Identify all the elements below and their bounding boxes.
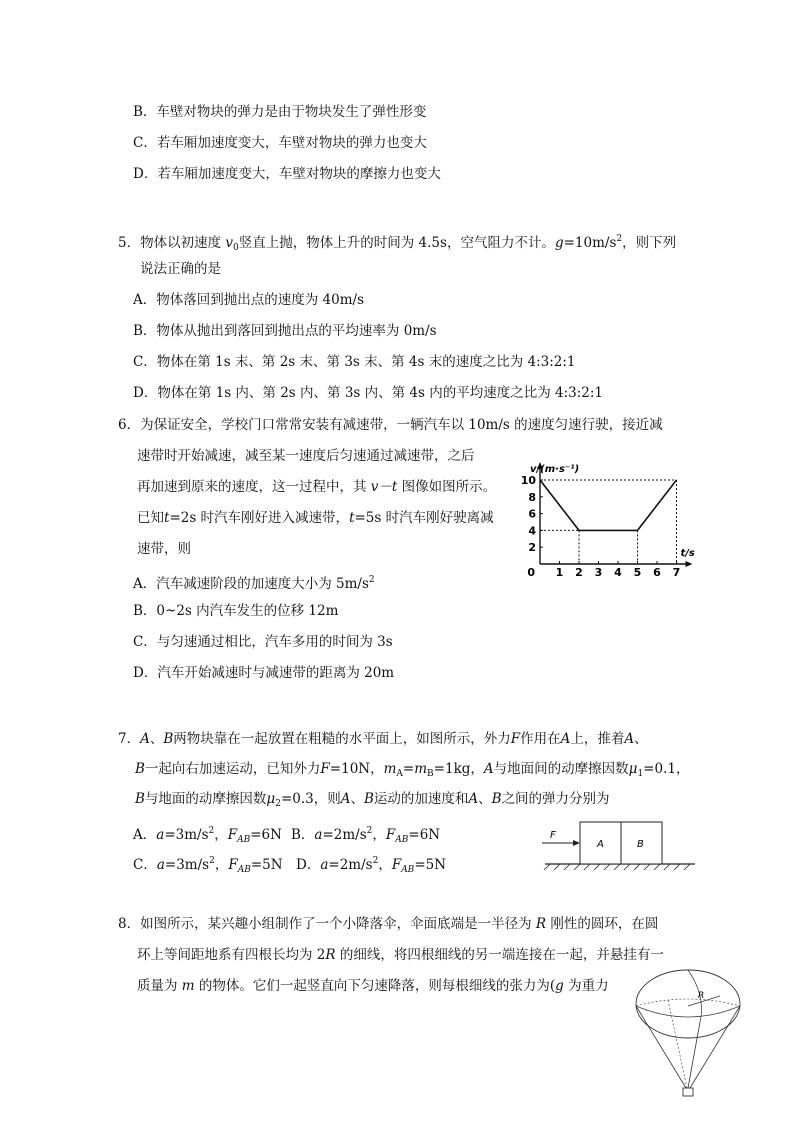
canopy-rim-back [636,999,740,1006]
x-tick-label: 2 [575,566,583,579]
q8-stem-line3: 质量为 m 的物体。它们一起竖直向下匀速降落，则每根细线的张力为(g 为重力 [137,978,609,994]
y-tick-label: 2 [528,541,536,555]
series-line [540,480,677,530]
q6-stem-line4: 已知t=2s 时汽车刚好进入减速带，t=5s 时汽车刚好驶离减 [137,510,494,526]
x-tick-label: 3 [594,566,603,579]
q7-option-b: B．$a=2m/s^2$，$F_{AB}=6N$ [291,826,441,845]
q5-option-d: D．物体在第 1s 内、第 2s 内、第 3s 内、第 4s 内的平均速度之比为 4:3:2:1 [133,385,604,401]
q6-stem-line2: 速带时开始减速，减至某一速度后匀速通过减速带，之后 [137,448,475,464]
q6-stem-line1: 6．为保证安全，学校门口常常安装有减速带，一辆汽车以 10m/s 的速度匀速行驶，接近减 [118,417,663,433]
q5-option-a: A．物体落回到抛出点的速度为 40m/s [133,292,364,308]
q4-option-d: D．若车厢加速度变大，车壁对物块的摩擦力也变大 [133,166,441,182]
q6-stem-line3: 再加速到原来的速度，这一过程中，其 v－t 图像如图所示。 [137,479,497,495]
x-tick-label: 5 [633,566,642,579]
q6-option-d: D．汽车开始减速时与减速带的距离为 20m [133,665,395,681]
x-axis-arrow [686,561,693,567]
q7-option-a: A．$a=3m/s^2$，$F_{AB}=6N$ [133,826,282,845]
q6-option-a: A．汽车减速阶段的加速度大小为 $5m/s^2$ [133,575,375,592]
x-tick-label: 7 [672,566,681,579]
q5-stem-line1: 5．物体以初速度 $v_0$竖直上抛，物体上升的时间为 4.5s，空气阻力不计。$g=10m/s^2$，则下列 [118,234,677,253]
q7-option-c: C．$a=3m/s^2$，$F_{AB}=5N$ [133,856,283,875]
x-tick-label: 4 [614,566,622,579]
q6-stem-line5: 速带，则 [137,541,191,557]
q8-stem-line1: 8．如图所示，某兴趣小组制作了一个小降落伞，伞面底端是一半径为 R 刚性的圆环，在圆 [118,916,659,932]
y-tick-label: 8 [528,490,536,504]
q4-option-b: B．车壁对物块的弹力是由于物块发生了弹性形变 [133,104,427,120]
canopy-rim [636,1006,740,1017]
q5-option-b: B．物体从抛出到落回到抛出点的平均速率为 0m/s [133,323,437,339]
q5-option-c: C．物体在第 1s 末、第 2s 末、第 3s 末、第 4s 末的速度之比为 4:3:2:1 [133,354,576,370]
x-axis-label: t/s [680,548,695,559]
q6-option-b: B．0~2s 内汽车发生的位移 12m [133,603,339,619]
y-axis-label: v/(m·s⁻¹) [530,464,580,475]
y-tick-label: 6 [528,507,536,521]
string-3 [688,1022,700,1088]
x-tick-label: 6 [653,566,661,579]
x-tick-label: 1 [555,566,564,579]
force-label: F [550,830,556,841]
q8-stem-line2: 环上等间距地系有四根长均为 2R 的细线，将四根细线的另一端连接在一起，并悬挂有一 [137,947,664,963]
block-b-label: B [637,839,644,850]
force-arrow-head [573,840,580,846]
ground-hatching [544,864,690,870]
q7-option-d: D．$a=2m/s^2$，$F_{AB}=5N$ [296,856,447,875]
y-tick-label: 4 [528,524,536,538]
parachute-figure [628,966,748,1100]
q7-stem-line1: 7．A、B两物块靠在一起放置在粗糙的水平面上，如图所示，外力F作用在A上，推着A、 [118,731,648,747]
canopy [636,970,740,1038]
q7-stem-line3: B与地面的动摩擦因数$\mu_2=0.3$，则A、B运动的加速度和A、B之间的弹力分别为 [135,791,610,809]
radius-label: R [698,991,705,1001]
q6-option-c: C．与匀速通过相比，汽车多用的时间为 3s [133,634,393,650]
string-2 [690,1006,740,1088]
q4-option-c: C．若车厢加速度变大，车壁对物块的弹力也变大 [133,135,427,151]
q5-stem-line2: 说法正确的是 [140,261,221,277]
q7-stem-line2: B一起向右加速运动，已知外力F=10N，$m_A=m_B=1kg$，A与地面间的动摩擦因数$\mu_1=0.1$， [135,761,690,779]
block-a-label: A [597,839,604,850]
origin-label: 0 [527,566,535,579]
hanging-mass [683,1088,693,1096]
vt-chart [510,452,706,582]
string-1 [636,1006,686,1088]
y-tick-label: 10 [520,474,536,487]
q7-blocks-figure [540,812,700,872]
